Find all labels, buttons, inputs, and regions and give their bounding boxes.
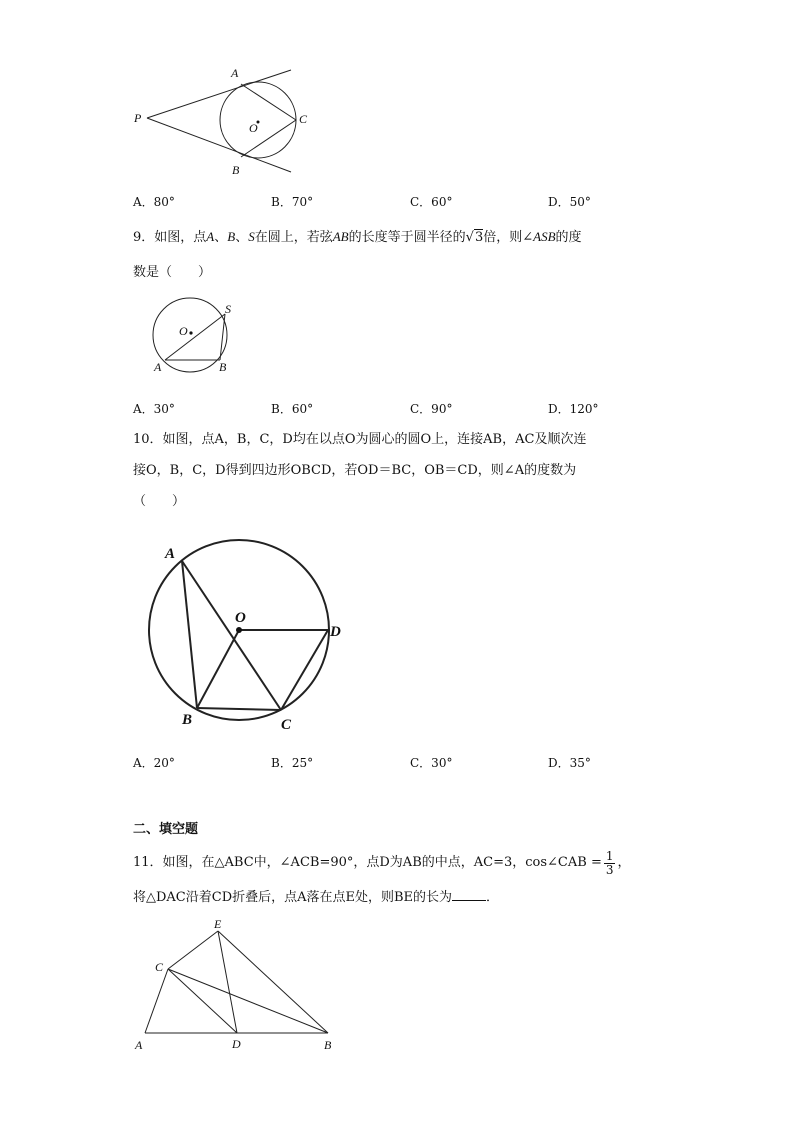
q8-option-a[interactable]: A．80° (133, 195, 175, 209)
q11-label-B: B (324, 1038, 332, 1052)
q10-option-c[interactable]: C．30° (410, 756, 453, 770)
q9-label-O: O (179, 324, 188, 338)
q9-label-S: S (225, 302, 231, 316)
q11-label-E: E (214, 917, 222, 931)
q9-stem-line2: 数是（ ） (133, 265, 212, 280)
q11-label-A: A (135, 1038, 143, 1052)
q10-stem-line1: 10．如图，点A，B，C，D均在以点O为圆心的圆O上，连接AB，AC及顺次连 (133, 432, 587, 447)
q8-label-C: C (299, 112, 308, 126)
q11-stem-line1: 11．如图，在△ABC中，∠ACB=90°，点D为AB的中点，AC=3，cos∠CAB = $\frac{1}{3}$ ， (133, 848, 631, 877)
q10-figure (140, 535, 350, 735)
q10-stem-line3: （ ） (133, 494, 186, 509)
q9-label-A: A (154, 360, 162, 374)
q8-label-A: A (231, 66, 239, 80)
q10-option-d[interactable]: D．35° (548, 756, 591, 770)
q8-option-d[interactable]: D．50° (548, 195, 591, 209)
q11-figure (130, 915, 345, 1060)
q10-option-b[interactable]: B．25° (271, 756, 314, 770)
q8-label-B: B (232, 163, 240, 177)
q9-option-d[interactable]: D．120° (548, 402, 599, 416)
q8-label-O: O (249, 121, 258, 135)
q8-option-b[interactable]: B．70° (271, 195, 314, 209)
q9-option-b[interactable]: B．60° (271, 402, 314, 416)
q10-stem-line2: 接O，B，C，D得到四边形OBCD，若OD＝BC，OB＝CD，则∠A的度数为 (133, 463, 577, 478)
q11-label-D: D (232, 1037, 241, 1051)
q11-fraction: $\frac{1}{3}$ (605, 848, 614, 877)
section-title: 二、填空题 (133, 822, 199, 837)
q9-stem-line1: 9．如图，点A、B、S在圆上，若弦AB的长度等于圆半径的√3倍，则∠ASB的度 (133, 229, 582, 245)
answer-blank[interactable] (452, 888, 486, 901)
q11-label-C: C (155, 960, 164, 974)
q8-option-c[interactable]: C．60° (410, 195, 453, 209)
q10-label-O: O (235, 610, 246, 626)
q10-label-D: D (330, 624, 341, 640)
q10-option-a[interactable]: A．20° (133, 756, 175, 770)
q9-option-c[interactable]: C．90° (410, 402, 453, 416)
q10-label-C: C (281, 717, 292, 733)
q10-label-B: B (182, 712, 193, 728)
q9-label-B: B (219, 360, 227, 374)
q8-figure (125, 60, 325, 180)
q10-label-A: A (165, 546, 176, 562)
q9-option-a[interactable]: A．30° (133, 402, 175, 416)
q9-figure (145, 292, 245, 382)
q11-stem-line2: 将△DAC沿着CD折叠后，点A落在点E处，则BE的长为 ． (133, 890, 500, 905)
q8-label-P: P (134, 111, 142, 125)
